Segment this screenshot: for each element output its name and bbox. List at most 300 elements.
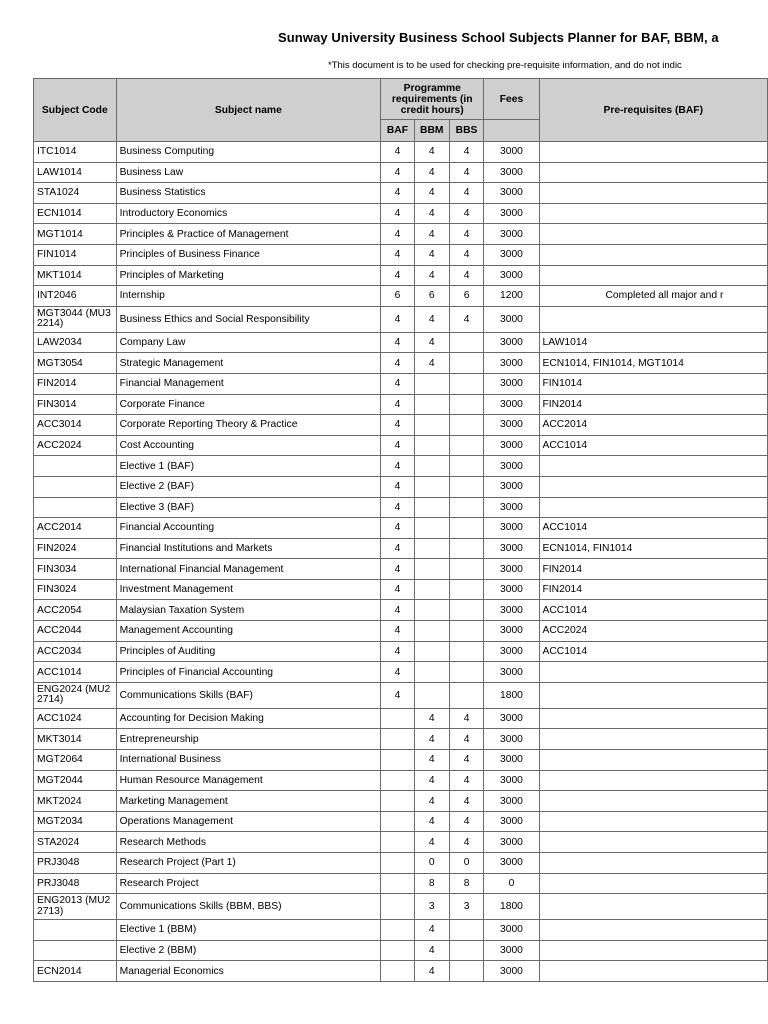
subject-code-cell: MGT3054 [34, 353, 117, 374]
baf-credits-cell: 4 [381, 244, 415, 265]
prerequisites-cell [539, 920, 768, 941]
subject-code-cell [34, 497, 117, 518]
subject-name-cell: Managerial Economics [116, 961, 380, 982]
fees-cell: 1800 [484, 894, 539, 920]
baf-credits-cell [381, 791, 415, 812]
baf-credits-cell [381, 873, 415, 894]
baf-credits-cell: 4 [381, 415, 415, 436]
subject-name-cell: Company Law [116, 332, 380, 353]
document-note: *This document is to be used for checking pre-requisite information, and do not indic [328, 60, 682, 71]
subject-code-cell: LAW1014 [34, 162, 117, 183]
baf-credits-cell [381, 750, 415, 771]
subject-name-cell: Elective 1 (BAF) [116, 456, 380, 477]
fees-cell: 3000 [484, 538, 539, 559]
subject-name-cell: Introductory Economics [116, 203, 380, 224]
table-row [34, 394, 768, 415]
baf-credits-cell: 4 [381, 183, 415, 204]
bbm-credits-cell: 4 [414, 832, 449, 853]
bbm-credits-cell: 4 [414, 265, 449, 286]
baf-credits-cell: 4 [381, 435, 415, 456]
bbm-credits-cell: 4 [414, 244, 449, 265]
table-row [34, 497, 768, 518]
table-row [34, 244, 768, 265]
prerequisites-cell: ECN1014, FIN1014 [539, 538, 768, 559]
fees-cell: 3000 [484, 497, 539, 518]
fees-cell: 3000 [484, 708, 539, 729]
baf-credits-cell: 4 [381, 538, 415, 559]
bbm-credits-cell: 6 [414, 286, 449, 307]
fees-cell: 3000 [484, 662, 539, 683]
bbm-credits-cell: 8 [414, 873, 449, 894]
table-row [34, 456, 768, 477]
prerequisites-cell [539, 682, 768, 708]
subject-name-cell: Elective 1 (BBM) [116, 920, 380, 941]
subject-name-cell: Malaysian Taxation System [116, 600, 380, 621]
bbs-credits-cell [449, 579, 484, 600]
fees-cell: 3000 [484, 940, 539, 961]
subject-name-cell: Business Computing [116, 142, 380, 163]
subject-code-cell: LAW2034 [34, 332, 117, 353]
baf-credits-cell: 4 [381, 518, 415, 539]
prerequisites-cell [539, 791, 768, 812]
subject-code-cell: FIN1014 [34, 244, 117, 265]
table-row [34, 682, 768, 708]
bbs-credits-cell: 4 [449, 142, 484, 163]
table-row [34, 265, 768, 286]
bbs-credits-cell [449, 621, 484, 642]
bbm-credits-cell [414, 579, 449, 600]
subject-name-cell: Strategic Management [116, 353, 380, 374]
bbm-credits-cell [414, 538, 449, 559]
subject-name-cell: Internship [116, 286, 380, 307]
bbm-credits-cell: 4 [414, 770, 449, 791]
table-row [34, 770, 768, 791]
bbs-credits-cell [449, 415, 484, 436]
baf-credits-cell [381, 940, 415, 961]
fees-cell: 3000 [484, 162, 539, 183]
subject-name-cell: Communications Skills (BAF) [116, 682, 380, 708]
subject-code-cell: ACC2024 [34, 435, 117, 456]
bbs-credits-cell: 4 [449, 811, 484, 832]
prerequisites-cell [539, 811, 768, 832]
baf-credits-cell: 4 [381, 456, 415, 477]
subject-code-cell: ACC2014 [34, 518, 117, 539]
subject-code-cell: FIN3024 [34, 579, 117, 600]
fees-cell: 3000 [484, 559, 539, 580]
prerequisites-cell: LAW1014 [539, 332, 768, 353]
fees-cell: 3000 [484, 244, 539, 265]
prerequisites-cell [539, 183, 768, 204]
header-fees: Fees [484, 79, 539, 120]
bbs-credits-cell: 4 [449, 203, 484, 224]
prerequisites-cell [539, 940, 768, 961]
prerequisites-cell [539, 306, 768, 332]
prerequisites-cell [539, 476, 768, 497]
subject-name-cell: International Business [116, 750, 380, 771]
document-title: Sunway University Business School Subjects Planner for BAF, BBM, a [278, 30, 719, 45]
bbs-credits-cell [449, 940, 484, 961]
bbs-credits-cell: 4 [449, 832, 484, 853]
subject-code-cell: ITC1014 [34, 142, 117, 163]
fees-cell: 3000 [484, 476, 539, 497]
table-row [34, 162, 768, 183]
header-subject-code: Subject Code [34, 79, 117, 142]
baf-credits-cell: 4 [381, 621, 415, 642]
subject-name-cell: Principles of Business Finance [116, 244, 380, 265]
subject-code-cell [34, 476, 117, 497]
bbm-credits-cell [414, 600, 449, 621]
bbm-credits-cell: 4 [414, 306, 449, 332]
fees-cell: 0 [484, 873, 539, 894]
subject-code-cell: INT2046 [34, 286, 117, 307]
bbs-credits-cell [449, 497, 484, 518]
subject-code-cell: ACC2054 [34, 600, 117, 621]
fees-cell: 1800 [484, 682, 539, 708]
fees-cell: 3000 [484, 224, 539, 245]
prerequisites-cell [539, 873, 768, 894]
fees-cell: 3000 [484, 332, 539, 353]
table-row [34, 729, 768, 750]
bbs-credits-cell: 6 [449, 286, 484, 307]
bbs-credits-cell [449, 641, 484, 662]
prerequisites-cell [539, 832, 768, 853]
table-row [34, 435, 768, 456]
subject-code-cell: FIN2024 [34, 538, 117, 559]
prerequisites-cell: ACC1014 [539, 518, 768, 539]
subject-name-cell: Elective 2 (BBM) [116, 940, 380, 961]
bbs-credits-cell: 4 [449, 306, 484, 332]
bbs-credits-cell [449, 538, 484, 559]
fees-cell: 3000 [484, 579, 539, 600]
baf-credits-cell [381, 894, 415, 920]
baf-credits-cell: 4 [381, 353, 415, 374]
bbm-credits-cell [414, 662, 449, 683]
subject-code-cell: ECN2014 [34, 961, 117, 982]
subject-code-cell: MGT1014 [34, 224, 117, 245]
table-row [34, 662, 768, 683]
header-fees-blank [484, 120, 539, 142]
table-row [34, 559, 768, 580]
fees-cell: 3000 [484, 853, 539, 874]
fees-cell: 3000 [484, 415, 539, 436]
bbs-credits-cell: 4 [449, 770, 484, 791]
bbm-credits-cell [414, 518, 449, 539]
bbs-credits-cell: 8 [449, 873, 484, 894]
table-row [34, 183, 768, 204]
prerequisites-cell [539, 497, 768, 518]
bbs-credits-cell: 4 [449, 708, 484, 729]
subject-name-cell: Financial Institutions and Markets [116, 538, 380, 559]
fees-cell: 3000 [484, 373, 539, 394]
bbs-credits-cell: 4 [449, 244, 484, 265]
bbm-credits-cell [414, 682, 449, 708]
prerequisites-cell: ACC1014 [539, 600, 768, 621]
bbs-credits-cell [449, 332, 484, 353]
subject-code-cell: ACC3014 [34, 415, 117, 436]
subject-code-cell: ACC1024 [34, 708, 117, 729]
table-row [34, 791, 768, 812]
subject-name-cell: Communications Skills (BBM, BBS) [116, 894, 380, 920]
bbs-credits-cell: 4 [449, 183, 484, 204]
bbs-credits-cell: 4 [449, 791, 484, 812]
prerequisites-cell: ECN1014, FIN1014, MGT1014 [539, 353, 768, 374]
bbm-credits-cell [414, 559, 449, 580]
bbm-credits-cell: 4 [414, 750, 449, 771]
subject-name-cell: Corporate Reporting Theory & Practice [116, 415, 380, 436]
subject-code-cell: FIN2014 [34, 373, 117, 394]
bbs-credits-cell: 4 [449, 162, 484, 183]
header-bbm: BBM [414, 120, 449, 142]
fees-cell: 3000 [484, 142, 539, 163]
baf-credits-cell: 4 [381, 476, 415, 497]
prerequisites-cell [539, 750, 768, 771]
bbs-credits-cell [449, 662, 484, 683]
prerequisites-cell: Completed all major and r [539, 286, 768, 307]
table-row [34, 518, 768, 539]
header-bbs: BBS [449, 120, 484, 142]
table-row [34, 203, 768, 224]
baf-credits-cell: 4 [381, 682, 415, 708]
subject-name-cell: Elective 2 (BAF) [116, 476, 380, 497]
subject-code-cell: MKT3014 [34, 729, 117, 750]
bbm-credits-cell: 4 [414, 791, 449, 812]
subject-name-cell: Business Ethics and Social Responsibility [116, 306, 380, 332]
fees-cell: 3000 [484, 306, 539, 332]
subject-code-cell [34, 456, 117, 477]
bbm-credits-cell: 4 [414, 353, 449, 374]
subject-name-cell: Investment Management [116, 579, 380, 600]
subject-name-cell: Marketing Management [116, 791, 380, 812]
subject-code-cell: STA1024 [34, 183, 117, 204]
bbs-credits-cell: 3 [449, 894, 484, 920]
baf-credits-cell: 4 [381, 662, 415, 683]
table-row [34, 476, 768, 497]
subject-name-cell: Cost Accounting [116, 435, 380, 456]
header-baf: BAF [381, 120, 415, 142]
subject-code-cell: STA2024 [34, 832, 117, 853]
table-row [34, 353, 768, 374]
bbm-credits-cell: 4 [414, 729, 449, 750]
fees-cell: 3000 [484, 600, 539, 621]
fees-cell: 3000 [484, 265, 539, 286]
subject-code-cell: ENG2013 (MU2 2713) [34, 894, 117, 920]
subject-code-cell: ACC2034 [34, 641, 117, 662]
prerequisites-cell [539, 142, 768, 163]
table-row [34, 961, 768, 982]
subject-name-cell: Financial Accounting [116, 518, 380, 539]
table-row [34, 332, 768, 353]
bbm-credits-cell [414, 476, 449, 497]
subject-code-cell: MGT3044 (MU3 2214) [34, 306, 117, 332]
table-row [34, 750, 768, 771]
subject-code-cell: FIN3014 [34, 394, 117, 415]
fees-cell: 3000 [484, 183, 539, 204]
bbm-credits-cell [414, 621, 449, 642]
subjects-table [33, 78, 768, 982]
baf-credits-cell: 4 [381, 224, 415, 245]
fees-cell: 3000 [484, 961, 539, 982]
prerequisites-cell [539, 244, 768, 265]
fees-cell: 3000 [484, 770, 539, 791]
prerequisites-cell [539, 162, 768, 183]
bbm-credits-cell: 4 [414, 142, 449, 163]
prerequisites-cell: FIN2014 [539, 394, 768, 415]
baf-credits-cell: 4 [381, 641, 415, 662]
prerequisites-cell [539, 265, 768, 286]
table-row [34, 920, 768, 941]
baf-credits-cell: 4 [381, 265, 415, 286]
header-subject-name: Subject name [116, 79, 380, 142]
subject-code-cell: ACC2044 [34, 621, 117, 642]
baf-credits-cell [381, 853, 415, 874]
fees-cell: 3000 [484, 920, 539, 941]
fees-cell: 3000 [484, 791, 539, 812]
prerequisites-cell [539, 662, 768, 683]
subject-name-cell: Elective 3 (BAF) [116, 497, 380, 518]
prerequisites-cell: ACC2014 [539, 415, 768, 436]
table-row [34, 621, 768, 642]
subject-name-cell: Principles & Practice of Management [116, 224, 380, 245]
bbm-credits-cell [414, 435, 449, 456]
baf-credits-cell: 4 [381, 579, 415, 600]
baf-credits-cell: 4 [381, 559, 415, 580]
subject-name-cell: Operations Management [116, 811, 380, 832]
subject-code-cell: ECN1014 [34, 203, 117, 224]
fees-cell: 3000 [484, 621, 539, 642]
bbm-credits-cell: 4 [414, 920, 449, 941]
bbm-credits-cell: 4 [414, 961, 449, 982]
table-row [34, 708, 768, 729]
table-row [34, 873, 768, 894]
baf-credits-cell: 4 [381, 162, 415, 183]
bbm-credits-cell: 0 [414, 853, 449, 874]
baf-credits-cell: 4 [381, 142, 415, 163]
table-row [34, 373, 768, 394]
table-row [34, 142, 768, 163]
subject-code-cell: ENG2024 (MU2 2714) [34, 682, 117, 708]
bbs-credits-cell [449, 600, 484, 621]
baf-credits-cell: 4 [381, 306, 415, 332]
bbm-credits-cell: 4 [414, 940, 449, 961]
table-row [34, 832, 768, 853]
subject-code-cell: MGT2064 [34, 750, 117, 771]
table-row [34, 306, 768, 332]
subject-name-cell: Business Statistics [116, 183, 380, 204]
bbm-credits-cell: 4 [414, 332, 449, 353]
prerequisites-cell [539, 729, 768, 750]
prerequisites-cell [539, 456, 768, 477]
bbs-credits-cell [449, 682, 484, 708]
fees-cell: 3000 [484, 203, 539, 224]
table-row [34, 286, 768, 307]
prerequisites-cell: ACC1014 [539, 435, 768, 456]
baf-credits-cell [381, 708, 415, 729]
bbm-credits-cell: 4 [414, 708, 449, 729]
baf-credits-cell: 4 [381, 332, 415, 353]
bbs-credits-cell [449, 961, 484, 982]
subjects-table-body [34, 142, 768, 982]
fees-cell: 3000 [484, 518, 539, 539]
table-row [34, 538, 768, 559]
fees-cell: 3000 [484, 353, 539, 374]
subject-name-cell: Financial Management [116, 373, 380, 394]
bbm-credits-cell: 3 [414, 894, 449, 920]
bbs-credits-cell: 4 [449, 750, 484, 771]
bbs-credits-cell [449, 456, 484, 477]
subject-name-cell: Principles of Marketing [116, 265, 380, 286]
baf-credits-cell [381, 811, 415, 832]
bbs-credits-cell [449, 476, 484, 497]
fees-cell: 3000 [484, 394, 539, 415]
bbm-credits-cell: 4 [414, 183, 449, 204]
prerequisites-cell [539, 853, 768, 874]
subject-code-cell: ACC1014 [34, 662, 117, 683]
bbs-credits-cell [449, 518, 484, 539]
table-row [34, 579, 768, 600]
table-row [34, 811, 768, 832]
baf-credits-cell: 4 [381, 394, 415, 415]
baf-credits-cell: 4 [381, 203, 415, 224]
subject-code-cell: PRJ3048 [34, 873, 117, 894]
subject-name-cell: Entrepreneurship [116, 729, 380, 750]
bbs-credits-cell: 4 [449, 729, 484, 750]
bbm-credits-cell [414, 373, 449, 394]
bbs-credits-cell [449, 559, 484, 580]
prerequisites-cell: FIN2014 [539, 559, 768, 580]
table-row [34, 853, 768, 874]
fees-cell: 3000 [484, 641, 539, 662]
header-prerequisites: Pre-requisites (BAF) [539, 79, 768, 142]
fees-cell: 3000 [484, 811, 539, 832]
bbm-credits-cell [414, 641, 449, 662]
fees-cell: 3000 [484, 750, 539, 771]
fees-cell: 3000 [484, 729, 539, 750]
baf-credits-cell [381, 770, 415, 791]
bbs-credits-cell [449, 920, 484, 941]
baf-credits-cell [381, 729, 415, 750]
prerequisites-cell [539, 203, 768, 224]
bbm-credits-cell [414, 394, 449, 415]
baf-credits-cell: 6 [381, 286, 415, 307]
subject-name-cell: Research Project (Part 1) [116, 853, 380, 874]
subject-name-cell: Principles of Financial Accounting [116, 662, 380, 683]
subject-name-cell: Human Resource Management [116, 770, 380, 791]
baf-credits-cell [381, 961, 415, 982]
fees-cell: 1200 [484, 286, 539, 307]
prerequisites-cell [539, 961, 768, 982]
subject-code-cell: MKT2024 [34, 791, 117, 812]
prerequisites-cell: FIN1014 [539, 373, 768, 394]
prerequisites-cell [539, 224, 768, 245]
subject-name-cell: International Financial Management [116, 559, 380, 580]
bbm-credits-cell [414, 456, 449, 477]
subject-name-cell: Corporate Finance [116, 394, 380, 415]
subject-code-cell: MKT1014 [34, 265, 117, 286]
fees-cell: 3000 [484, 456, 539, 477]
bbs-credits-cell [449, 394, 484, 415]
bbs-credits-cell: 4 [449, 224, 484, 245]
subject-name-cell: Research Project [116, 873, 380, 894]
bbs-credits-cell [449, 373, 484, 394]
bbs-credits-cell: 4 [449, 265, 484, 286]
table-row [34, 224, 768, 245]
table-row [34, 415, 768, 436]
prerequisites-cell [539, 770, 768, 791]
table-row [34, 641, 768, 662]
subject-name-cell: Accounting for Decision Making [116, 708, 380, 729]
bbs-credits-cell [449, 353, 484, 374]
bbm-credits-cell [414, 497, 449, 518]
